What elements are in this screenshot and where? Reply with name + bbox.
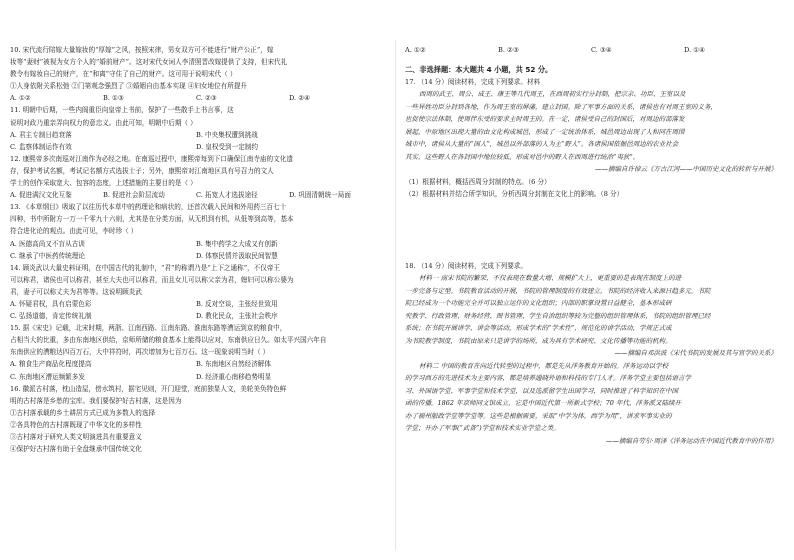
q17-material-line: 西周的武王、周公、成王、康王等几代周王，在西周初实行分封制，把宗亲、功臣、王室以及 <box>419 90 686 99</box>
q12-options <box>10 189 382 201</box>
option-d[interactable]: D. ①④ <box>684 46 706 54</box>
q16-line: 16. 徽派古村落，枕山造屋，傍水筑村，据宅见则，开门迎堂，庭前独显人文，美轮美奂特色鲜 <box>10 384 287 393</box>
q16-statement: ①古村落承载的乡土耕居方式已成为多数人的选择 <box>10 408 156 417</box>
q17-heading: 17. （14 分）阅读材料，完成下列要求。材料 <box>405 78 541 87</box>
q16-statement: ②各具特色的古村落既现了中华文化的多样性 <box>10 420 142 429</box>
option-a[interactable]: A. 粮食生产商品化程度提高 <box>10 360 92 369</box>
q13-options-row <box>10 238 382 250</box>
q18-source1: ——摘编自邓洪波《宋代书院的发展及其与官学的关系》 <box>614 349 777 358</box>
q12-line: 存，保护考试名额，考试记名额方式选拔士子；另外，康熙帝对江南地区具有号召力的文人 <box>10 166 274 175</box>
q18-material2-line: 材料二 中国的教育在向近代转型的过程中，都是先从洋务教育开始的。洋务运动以学校 <box>419 361 669 370</box>
q18-material1-line: 院已经成为一个功能完全并可以独立运作的文化组织；内部的职掌设置日益健全，基本形成研 <box>405 299 672 308</box>
option-c[interactable]: C. ③④ <box>591 46 612 54</box>
option-a[interactable]: A. 促进满汉文化互鉴 <box>10 191 72 200</box>
q10-statements: ①人身依附关系松弛 ②门第观念强烈了 ③婚姻自由基本实现 ④妇女地位有所提升 <box>10 82 248 91</box>
q18-heading: 18. （14 分）阅读材料，完成下列要求。 <box>405 261 527 270</box>
option-c[interactable]: C. 东南地区漕运频繁多发 <box>10 372 85 381</box>
option-b[interactable]: B. 中央集权遭到挑战 <box>196 130 258 139</box>
q15-line: 东南供应的漕粮达四百万石，大中祥符时，再次增加为七百万石。这一现象说明当时（ ） <box>10 348 270 357</box>
q13-line: 13. 《本草纲目》吸取了以往历代本草中的药理论和病状的，还首次载入民间和外用药三百七十 <box>10 203 287 212</box>
option-b[interactable]: B. ②③ <box>498 46 519 54</box>
q18-material1-line: 究教学、行政管理、财务经营、图书管理、学生自治组织等较为完整的组织管理体系，书院的组织管理已经 <box>405 311 711 320</box>
column-divider <box>395 40 396 550</box>
right-column <box>405 44 777 447</box>
q14-options-row <box>10 310 382 322</box>
option-c[interactable]: C. 拓宽人才选拔途径 <box>196 191 258 200</box>
option-a[interactable]: A. ①② <box>405 46 426 54</box>
option-b[interactable]: B. 东南地区自然经济解体 <box>196 360 271 369</box>
q17-material-line: 一些异姓功臣分封到各地，作为周王室的屏藩，建立封国。除了军事方面的关系，诸侯也有对周王室的义务， <box>405 102 717 111</box>
q17-material-line: 城市中，诸侯从大量的“国人”，城邑以外部落的人为主“野人”。各诸侯国依据邑周边的农业社会 <box>405 140 679 149</box>
answer-space <box>405 200 777 260</box>
option-a[interactable]: A. 怀疑君权，具有启蒙色彩 <box>10 299 92 308</box>
q10-options <box>10 92 382 104</box>
q18-material2-line: 的学习西方的先进技术为主要内容，都是培养通晓外语和科技的专门人才。洋务学堂主要包括语言学 <box>405 374 691 383</box>
q11-options-row <box>10 141 382 153</box>
q17-requirement: （2）根据材料并结合所学知识，分析西周分封制在文化上的影响。（8 分） <box>405 189 624 198</box>
q15-line: 占相当大的比重，多由东南地区供给，京师所储的粮食基本上能得以应对，东南供应日久。如太平兴国六年自 <box>10 336 327 345</box>
question-10 <box>10 44 382 104</box>
q17-source: ——摘编自许倬云《万古江河——中国历史文化的转折与开展》 <box>595 165 777 174</box>
q18-material2-line: 习、外国语学堂、军事学堂和技术学堂，以及选派留学生出国学习，同时推进了科学知识在中国 <box>405 386 678 395</box>
q16-statement: ④保护好古村落有助于全盘继承中国传统文化 <box>10 445 142 454</box>
q13-line: 符合进化论的观点。由此可见，李时珍（ ） <box>10 227 138 236</box>
q18-material2-line: 办了福州船政学堂等学堂等。这些是根据需要，采取“中学为体，西学为用”，讲求军事实业的 <box>405 411 672 420</box>
option-c[interactable]: C. 继承了中医药传统理论 <box>10 251 85 260</box>
option-a[interactable]: A. 君主专制日趋衰落 <box>10 130 72 139</box>
q18-material2-line: 学堂；开办了军事(“武备”)学堂和技术实业学堂之类。 <box>405 424 560 433</box>
q14-line: 14. 顾炎武以大量史料证明，在中国古代的礼制中，“君”的称谓乃是“上下之通称”，不仅帝王 <box>10 263 281 272</box>
q18-material2-line: 函的传播。1862 年京师同文馆成立，它是中国近代第一所新式学校；70 年代，洋务派又陆续开 <box>405 399 681 408</box>
option-b[interactable]: B. ①③ <box>103 94 124 103</box>
question-15 <box>10 322 382 382</box>
q17-material-line: 其实，这些野人在各封国中地位较低，形成对邑中的野人在西周进行统治“夷狄”。 <box>405 152 640 161</box>
q15-options-row <box>10 358 382 370</box>
section-title: 二、非选择题：本大题共 4 小题，共 52 分。 <box>405 65 553 75</box>
q16-line: 明的古村落是乡愁的宝库。我们要保护好古村落，这是因为 <box>10 396 182 405</box>
option-d[interactable]: D. 皇权受到一定制约 <box>196 142 258 151</box>
q14-line: 可以称君，诸侯也可以称君，甚至大夫也可以称君，而且女儿可以称父亲为君，媳妇可以称公婆为 <box>10 275 294 284</box>
q12-line: 12. 康熙帝多次南巡对江南作为必经之地。在南巡过程中，康熙帝每到下口确保江南寺庙的文化遗 <box>10 154 293 163</box>
option-b[interactable]: B. 反对空谈，主张经世致用 <box>196 299 278 308</box>
q16-options <box>405 44 777 56</box>
option-c[interactable]: C. ②③ <box>196 94 217 103</box>
q17-requirement: （1）根据材料，概括西周分封制的特点。（6 分） <box>405 177 551 186</box>
q14-options-row <box>10 298 382 310</box>
q17-material-line: 也促使宗法体制，使周伴东受的要求主时周王的。在一定，诸侯受自己的封国后，对周边的部落发 <box>405 115 685 124</box>
option-a[interactable]: A. 医德高尚又不盲从古训 <box>10 239 85 248</box>
q18-source2: ——摘编自劳尔·周泽《洋务运动在中国近代教育中的作用》 <box>605 436 777 445</box>
q18-material1-line: 一步完备与定型。书院教育活动的开展，书院的管理制度的有效建立，书院的经济收入来源日趋多元。书院 <box>405 286 711 295</box>
q11-line: 说明对政乃重亲弄向权力的意忠义。由此可知，明朝中后期（ ） <box>10 118 197 127</box>
option-d[interactable]: D. 教化民众，主张社会秩序 <box>196 312 278 321</box>
q12-line: 学士的创作采取宽大、包容的态度，上述措施的主要目的是（ ） <box>10 179 197 188</box>
q10-line: 妆等“妻财”被视为女方个人的“婚前财产”。这对宋代女词人李清照晋改嫁提供了支持，但宋代礼 <box>10 58 288 67</box>
option-a[interactable]: A. ①② <box>10 94 31 103</box>
q18-material1-line: 系统；在书院开展讲学、讲会等活动，形成学术的“学术性”，规范化的讲学活动，学规正式成 <box>405 324 672 333</box>
q13-options-row <box>10 250 382 262</box>
q11-options-row <box>10 129 382 141</box>
question-12 <box>10 153 382 201</box>
option-d[interactable]: D. ②④ <box>289 94 311 103</box>
q18-material1-line: 为书院教学制度，书院由原来只是讲学的场所，成为具有学术研究、文化传播等功能的机构。 <box>405 336 672 345</box>
option-c[interactable]: C. 弘扬道德，肯定传统礼制 <box>10 312 92 321</box>
question-18 <box>405 260 777 447</box>
q11-line: 11. 明朝中后期，一些内阁重臣向皇帝上书前，保护了一些散手上书言事，这 <box>10 106 234 115</box>
left-column <box>10 44 382 455</box>
q10-line: 10. 宋代流行陪嫁大量嫁妆的“厚嫁”之风，按照宋律，男女双方可不能进行“财产公正”，嫁 <box>10 46 274 54</box>
question-17 <box>405 76 777 260</box>
question-11 <box>10 104 382 152</box>
question-16 <box>10 383 382 456</box>
q13-line: 四种，书中所附方一万一千零九十六则，尤其是在分类方面，从无机到有机，从低等到高等，基本 <box>10 215 294 224</box>
option-c[interactable]: C. 监察体制运作有效 <box>10 142 72 151</box>
question-14 <box>10 262 382 322</box>
q17-material-line: 展起，中原地区出现大量的由文化构成城邑，形成了一定统治体系，城邑周边出现了人和同在周围 <box>405 127 685 136</box>
q14-line: 君，妻子可以称丈夫为君等等。这说明顾炎武 <box>10 287 142 296</box>
q15-line: 15. 据《宋史》记载，北宋时期，两浙、江南西路、江南东路、淮南东路等漕运到京的粮食中， <box>10 324 287 333</box>
option-b[interactable]: B. 集中药学之大成又有创新 <box>196 239 278 248</box>
q18-material1-line: 材料一 南宋书院的繁荣，不仅表现在数量大增、规模扩大上，更重要的是表现在制度上的进 <box>419 274 682 283</box>
option-d[interactable]: D. 体察民情并汲取民间智慧 <box>196 251 278 260</box>
q15-options-row <box>10 371 382 383</box>
question-13 <box>10 201 382 261</box>
option-b[interactable]: B. 促进社会阶层流动 <box>103 191 165 200</box>
q16-statement: ③古村落对于研究人类文明演进具有重要意义 <box>10 433 142 441</box>
option-d[interactable]: D. 巩固清朝统一局面 <box>289 191 351 200</box>
q10-line: 教令有嫁妆自己的财产，在“和离”守住了自己的财产。这可用于说明宋代（ ） <box>10 70 237 79</box>
option-d[interactable]: D. 经济重心南移趋势明显 <box>196 372 272 381</box>
